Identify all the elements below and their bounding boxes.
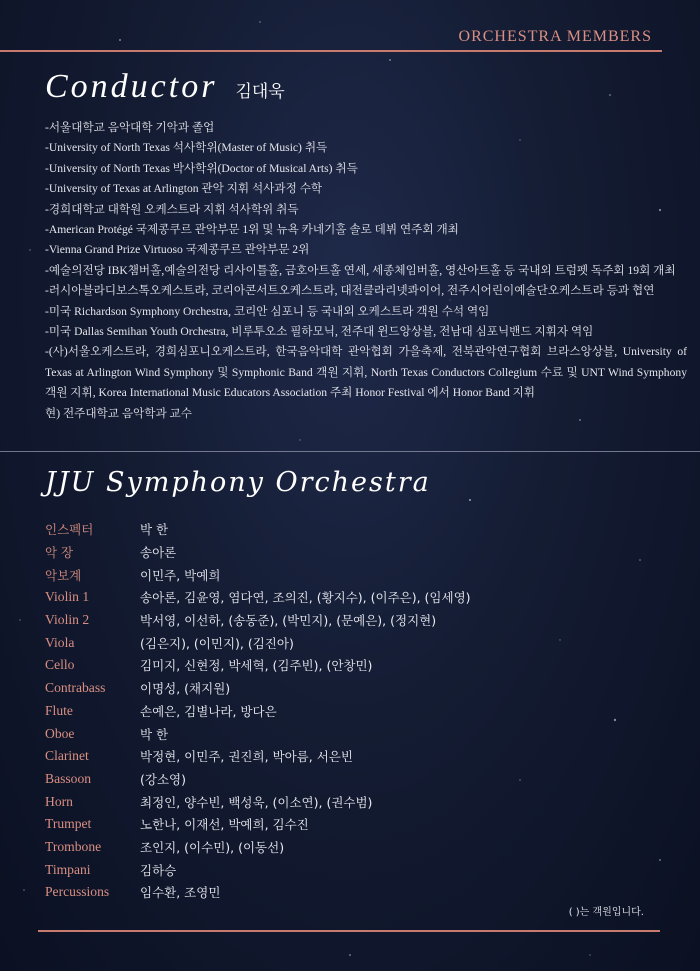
- roster-role: Clarinet: [45, 748, 89, 764]
- roster-players: 이민주, 박예희: [140, 567, 221, 583]
- roster-role: Flute: [45, 702, 73, 718]
- roster-role: 악 장: [45, 545, 74, 561]
- bio-item: -서울대학교 음악대학 기악과 졸업: [45, 121, 215, 134]
- bio-item: -University of Texas at Arlington 관악 지휘 석사과정 수학: [45, 182, 323, 196]
- bio-item: -Vienna Grand Prize Virtuoso 국제콩쿠르 관악부문 2위: [45, 243, 310, 257]
- orchestra-roster: [45, 518, 665, 904]
- roster-row: [45, 768, 665, 791]
- roster-players: 박서영, 이선하, (송동준), (박민지), (문예은), (정지현): [140, 613, 437, 629]
- roster-role: Horn: [45, 793, 73, 809]
- roster-role: Trumpet: [45, 816, 92, 832]
- conductor-bio: [45, 118, 687, 424]
- orchestra-title: JJU Symphony Orchestra: [45, 467, 431, 498]
- roster-players: 박정현, 이민주, 권진희, 박아름, 서은빈: [140, 749, 353, 765]
- roster-role: Percussions: [45, 884, 110, 900]
- roster-role: Violin 2: [45, 612, 90, 628]
- roster-row: [45, 631, 665, 654]
- bio-item: 현) 전주대학교 음악학과 교수: [45, 406, 192, 420]
- roster-players: 박 한: [140, 522, 169, 538]
- roster-players: 조인지, (이수민), (이동선): [140, 839, 285, 855]
- bio-item: -American Protégé 국제콩쿠르 관악부문 1위 및 뉴욕 카네기홀 솔로 데뷔 연주회 개최: [45, 223, 459, 237]
- roster-players: 송아론, 김윤영, 염다연, 조의진, (황지수), (이주은), (임세영): [140, 590, 471, 606]
- roster-role: Violin 1: [45, 589, 90, 605]
- roster-row: [45, 745, 665, 768]
- roster-row: [45, 654, 665, 677]
- roster-row: [45, 541, 665, 564]
- bio-item: -University of North Texas 박사학위(Doctor of Musical Arts) 취득: [45, 161, 358, 175]
- bio-item: -University of North Texas 석사학위(Master of Music) 취득: [45, 141, 328, 155]
- roster-row: [45, 677, 665, 700]
- section-tag: ORCHESTRA MEMBERS: [458, 28, 652, 45]
- bio-item: -경희대학교 대학원 오케스트라 지휘 석사학위 취득: [45, 202, 299, 216]
- roster-role: Trombone: [45, 838, 102, 854]
- roster-row: [45, 790, 665, 813]
- roster-row: [45, 813, 665, 836]
- roster-row: [45, 836, 665, 859]
- footer-divider: [38, 930, 660, 932]
- conductor-title: Conductor: [45, 68, 218, 105]
- roster-players: 이명성, (채지원): [140, 681, 231, 697]
- roster-row: [45, 722, 665, 745]
- conductor-name: 김대욱: [235, 82, 285, 102]
- bio-item: -미국 Dallas Semihan Youth Orchestra, 비루투오소 필하모닉, 전주대 윈드앙상블, 전남대 심포닉밴드 지휘자 역임: [45, 325, 594, 339]
- conductor-heading: [45, 68, 285, 106]
- roster-role: Oboe: [45, 725, 75, 741]
- roster-row: [45, 518, 665, 541]
- roster-role: Contrabass: [45, 680, 106, 696]
- bio-item: -(사)서울오케스트라, 경희심포니오케스트라, 한국음악대학 관악협회 가을축제, 전북관악연구협회 브라스앙상블, University of Texas at Arlington Wind Symphony 및 Symphonic Band 객원 지휘, North Texas Conductors Collegium 수료 및 UNT Wind Symphony 객원 지휘, Korea International Music Educators Association 주최 Honor Festival 에서 Honor Band 지휘: [45, 345, 687, 400]
- roster-players: 김하승: [140, 862, 177, 878]
- roster-role: Timpani: [45, 861, 91, 877]
- roster-role: 악보계: [45, 567, 82, 583]
- roster-players: 노한나, 이재선, 박예희, 김수진: [140, 817, 309, 833]
- roster-players: 송아론: [140, 545, 177, 561]
- guest-note: ( )는 객원입니다.: [568, 907, 644, 918]
- roster-role: 인스펙터: [45, 522, 94, 538]
- roster-players: 최정인, 양수빈, 백성욱, (이소연), (권수범): [140, 794, 373, 810]
- roster-players: 손예은, 김별나라, 방다은: [140, 703, 277, 719]
- roster-row: [45, 609, 665, 632]
- roster-players: 박 한: [140, 726, 169, 742]
- roster-row: [45, 563, 665, 586]
- roster-players: (김은지), (이민지), (김진아): [140, 635, 294, 651]
- roster-role: Cello: [45, 657, 75, 673]
- roster-players: 김미지, 신현정, 박세혁, (김주빈), (안창민): [140, 658, 373, 674]
- section-divider: [0, 451, 700, 452]
- roster-players: (강소영): [140, 771, 186, 787]
- roster-row: [45, 700, 665, 723]
- header-divider: [0, 50, 662, 52]
- roster-row: [45, 858, 665, 881]
- bio-item: -미국 Richardson Symphony Orchestra, 코리안 심포니 등 국내외 오케스트라 객원 수석 역임: [45, 304, 490, 318]
- roster-role: Viola: [45, 634, 75, 650]
- roster-row: [45, 881, 665, 904]
- roster-players: 임수환, 조영민: [140, 885, 221, 901]
- roster-role: Bassoon: [45, 770, 92, 786]
- bio-item: -예술의전당 IBK챔버홀,예술의전당 리사이틀홀, 금호아트홀 연세, 세종체임버홀, 영산아트홀 등 국내외 트럼펫 독주회 19회 개최: [45, 263, 676, 277]
- roster-row: [45, 586, 665, 609]
- bio-item: -러시아블라디보스톡오케스트라, 코리아콘서트오케스트라, 대전클라리넷콰이어, 전주시어린이예술단오케스트라 등과 협연: [45, 284, 655, 298]
